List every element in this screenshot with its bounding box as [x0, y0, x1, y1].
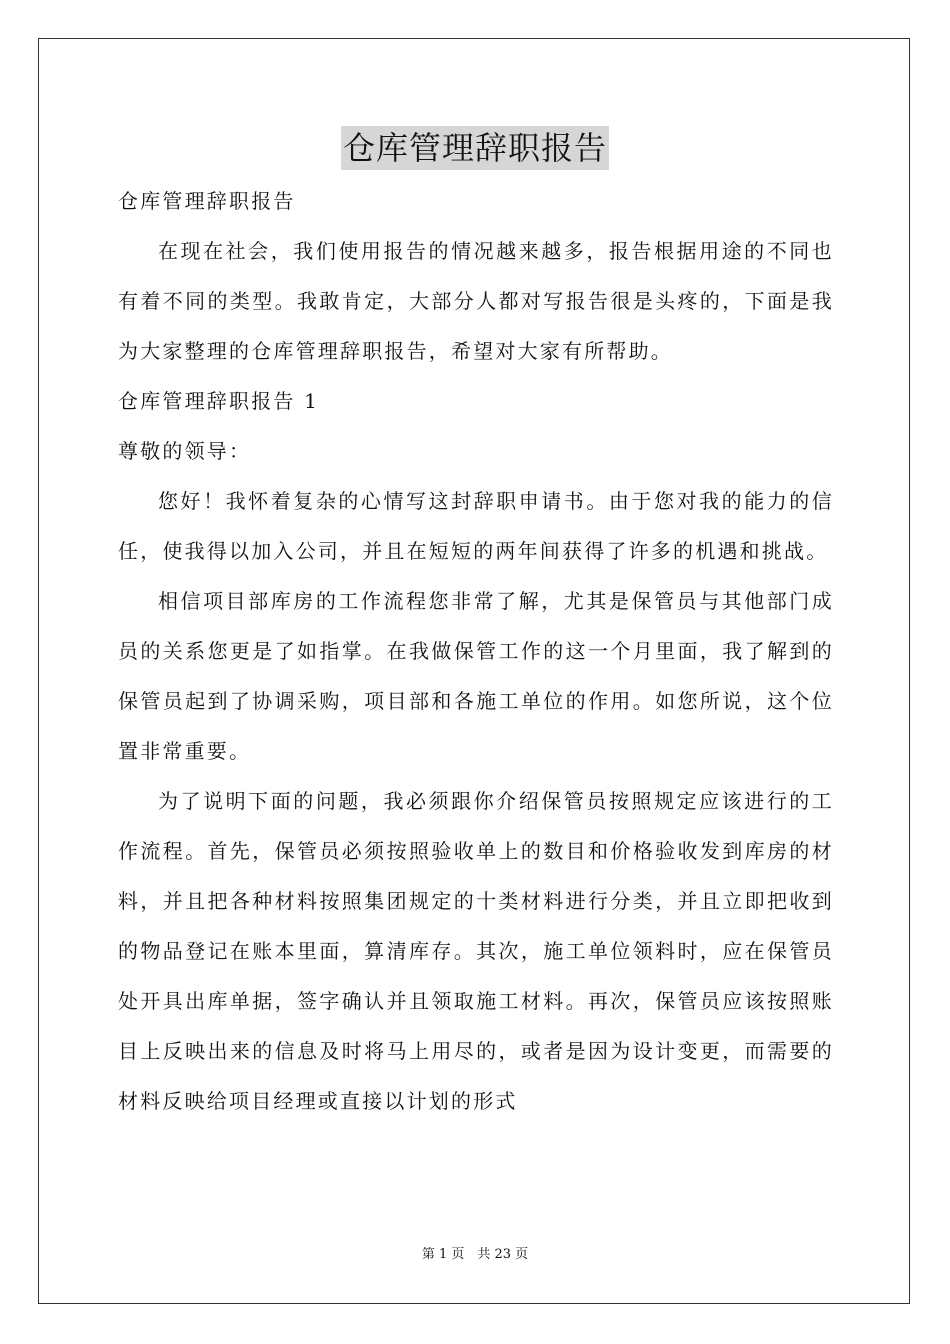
- document-title: 仓库管理辞职报告: [341, 126, 609, 170]
- paragraph-3: 尊敬的领导：: [118, 439, 252, 463]
- paragraph-2: 仓库管理辞职报告 1: [118, 389, 320, 413]
- page-footer: 第 1 页 共 23 页: [421, 1247, 529, 1262]
- paragraph-6: 为了说明下面的问题，我必须跟你介绍保管员按照规定应该进行的工作流程。首先，保管员必须按照验收单上的数目和价格验收发到库房的材料，并且把各种材料按照集团规定的十类材料进行分类，并且立即把收到的物品登记在账本里面，算清库存。其次，施工单位领料时，应在保管员处开具出库单据，签字确认并且领取施工材料。再次，保管员应该按照账目上反映出来的信息及时将马上用尽的，或者是因为设计变更，而需要的材料反映给项目经理或直接以计划的形式: [118, 789, 834, 1113]
- title-wrap: [0, 126, 950, 170]
- paragraph-0: 仓库管理辞职报告: [118, 189, 296, 213]
- document-body: [118, 176, 834, 1126]
- paragraph-1: 在现在社会，我们使用报告的情况越来越多，报告根据用途的不同也有着不同的类型。我敢肯定，大部分人都对写报告很是头疼的，下面是我为大家整理的仓库管理辞职报告，希望对大家有所帮助。: [118, 239, 834, 363]
- paragraph-5: 相信项目部库房的工作流程您非常了解，尤其是保管员与其他部门成员的关系您更是了如指掌。在我做保管工作的这一个月里面，我了解到的保管员起到了协调采购，项目部和各施工单位的作用。如您所说，这个位置非常重要。: [118, 589, 834, 763]
- paragraph-4: 您好！我怀着复杂的心情写这封辞职申请书。由于您对我的能力的信任，使我得以加入公司，并且在短短的两年间获得了许多的机遇和挑战。: [118, 489, 834, 563]
